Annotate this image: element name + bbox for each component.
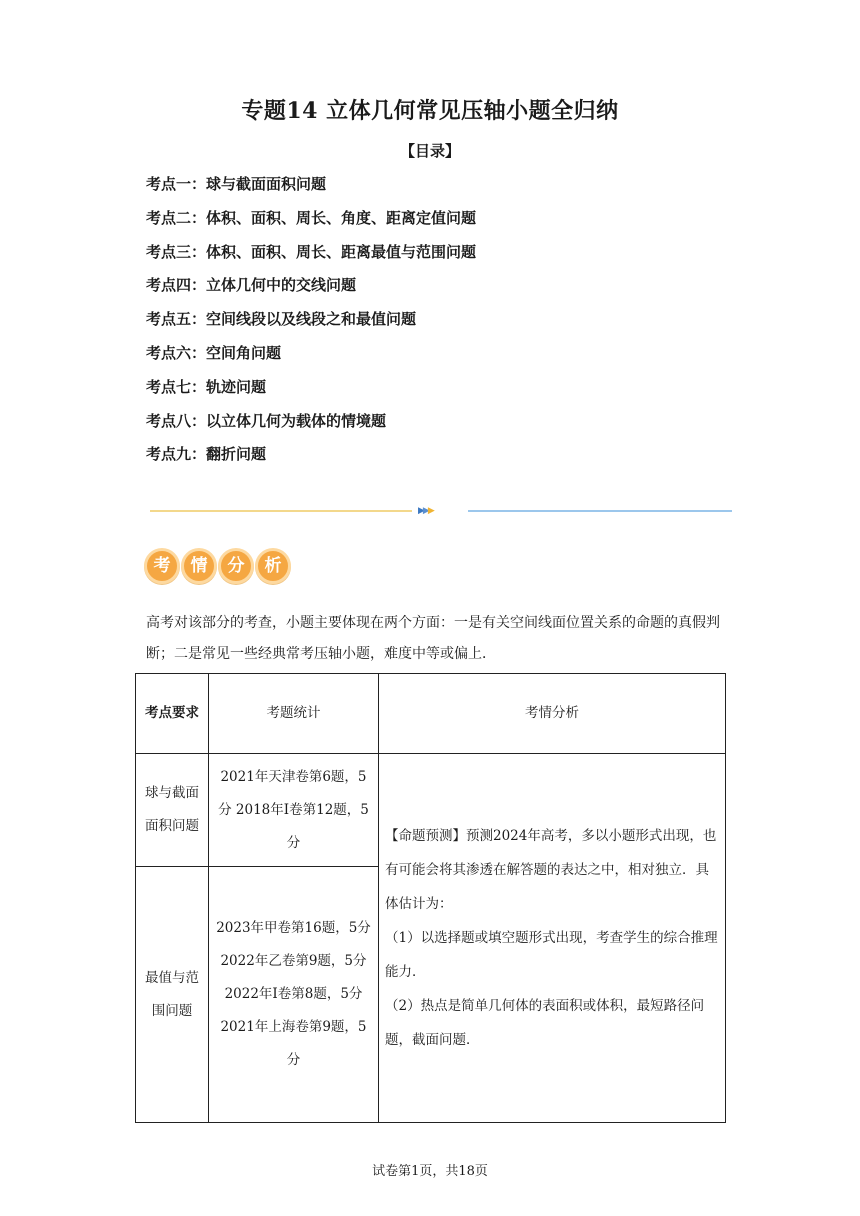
divider-line-right — [468, 510, 732, 512]
topic-cell: 最值与范围问题 — [136, 867, 209, 1123]
toc-item: 考点二：体积、面积、周长、角度、距离定值问题 — [146, 208, 477, 227]
badge-char: 情 — [181, 548, 217, 584]
analysis-cell — [379, 754, 726, 1123]
toc-item: 考点八：以立体几何为载体的情境题 — [146, 411, 387, 430]
badge-char: 分 — [218, 548, 254, 584]
section-divider — [150, 505, 732, 517]
toc-item: 考点六：空间角问题 — [146, 343, 282, 362]
stats-cell: 2021年天津卷第6题，5分 2018年I卷第12题，5分 — [209, 754, 379, 867]
document-title: 专题14 立体几何常见压轴小题全归纳 — [241, 98, 619, 124]
topic-cell: 球与截面面积问题 — [136, 754, 209, 867]
stats-cell — [209, 867, 379, 1123]
analysis-prediction: 【命题预测】预测2024年高考，多以小题形式出现，也有可能会将其渗透在解答题的表达之中，相对独立．具体估计为： — [385, 828, 717, 912]
section-badge — [144, 546, 296, 590]
badge-char: 考 — [144, 548, 180, 584]
header-stats: 考题统计 — [209, 674, 379, 754]
table-header-row — [136, 674, 726, 754]
intro-paragraph: 高考对该部分的考查，小题主要体现在两个方面：一是有关空间线面位置关系的命题的真假判断；二是常见一些经典常考压轴小题，难度中等或偏上． — [146, 615, 720, 662]
table-row — [136, 754, 726, 867]
toc-item: 考点五：空间线段以及线段之和最值问题 — [146, 310, 417, 329]
table-of-contents — [146, 172, 476, 476]
header-topic: 考点要求 — [136, 674, 209, 754]
stats-line: 2023年甲卷第16题，5分 2022年乙卷第9题，5分 — [216, 920, 371, 969]
header-analysis: 考情分析 — [379, 674, 726, 754]
divider-arrows-icon: ▶▶▶ — [418, 506, 433, 516]
toc-item: 考点九：翻折问题 — [146, 445, 267, 464]
stats-line: 2021年上海卷第9题，5分 — [220, 1019, 367, 1068]
badge-char: 析 — [255, 548, 291, 584]
toc-item: 考点一：球与截面面积问题 — [146, 175, 327, 193]
exam-analysis-table — [135, 673, 726, 1123]
toc-item: 考点四：立体几何中的交线问题 — [146, 276, 357, 295]
divider-line-left — [150, 510, 412, 512]
toc-item: 考点三：体积、面积、周长、距离最值与范围问题 — [146, 242, 477, 261]
stats-line: 2022年I卷第8题，5分 — [224, 986, 363, 1002]
toc-heading: 【目录】 — [399, 142, 460, 160]
analysis-point-1: （1）以选择题或填空题形式出现，考查学生的综合推理能力． — [385, 930, 718, 980]
analysis-point-2: （2）热点是简单几何体的表面积或体积，最短路径问题，截面问题． — [385, 998, 705, 1048]
page-footer: 试卷第1页，共18页 — [372, 1164, 488, 1179]
toc-item: 考点七：轨迹问题 — [146, 377, 267, 396]
